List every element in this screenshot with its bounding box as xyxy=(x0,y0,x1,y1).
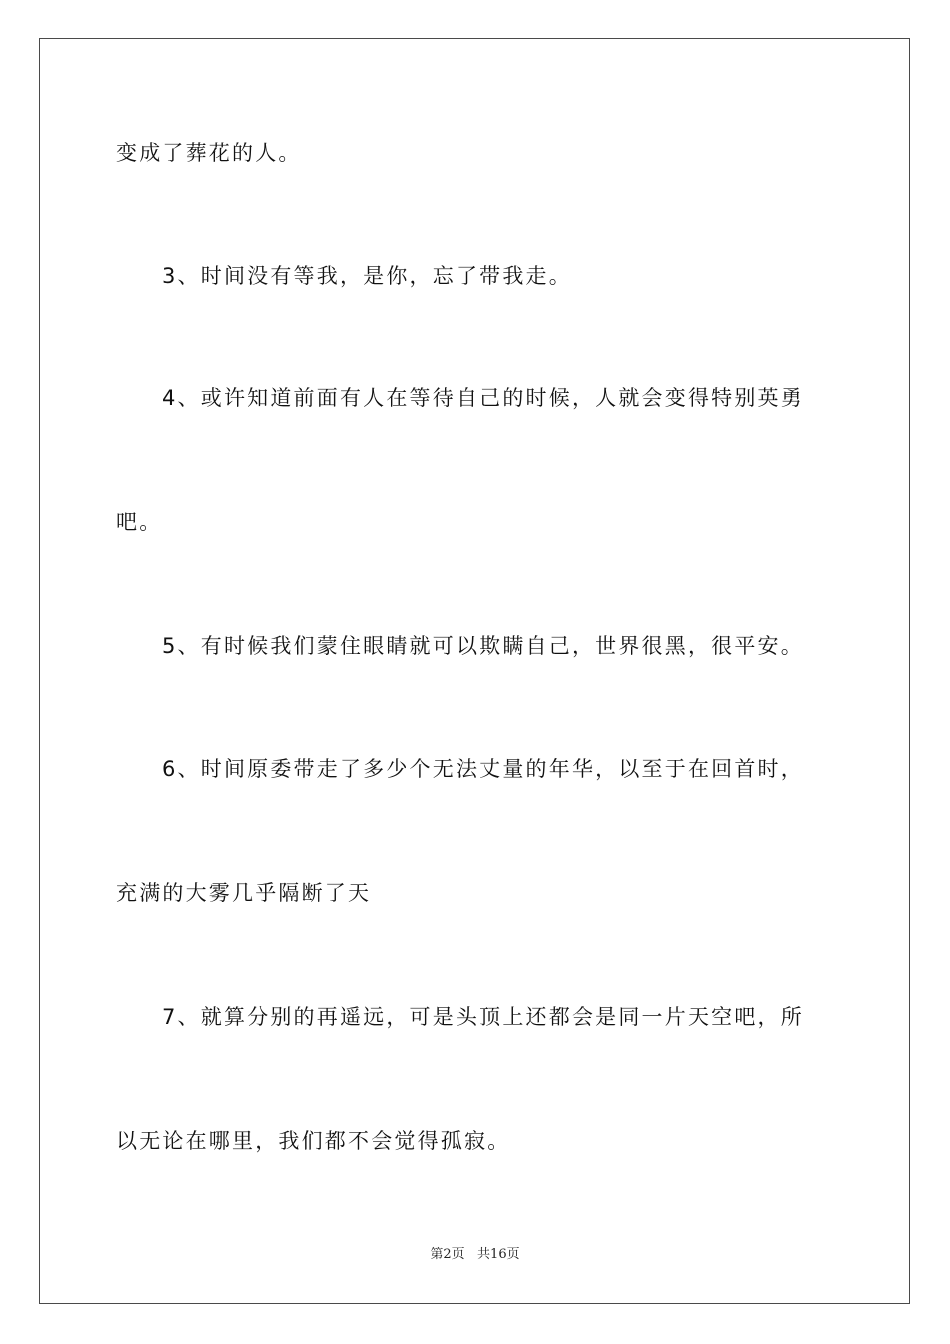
text-line-8: 7、就算分别的再遥远，可是头顶上还都会是同一片天空吧，所 xyxy=(162,1005,804,1029)
text-line-4: 吧。 xyxy=(116,510,163,534)
text-line-7: 充满的大雾几乎隔断了天 xyxy=(116,881,372,905)
page-number-footer: 第2页 共16页 xyxy=(430,1247,520,1262)
text-line-3: 4、或许知道前面有人在等待自己的时候，人就会变得特别英勇 xyxy=(162,386,804,410)
text-line-5: 5、有时候我们蒙住眼睛就可以欺瞒自己，世界很黑，很平安。 xyxy=(162,634,804,658)
text-line-9: 以无论在哪里，我们都不会觉得孤寂。 xyxy=(116,1129,511,1153)
page-border xyxy=(39,38,910,1304)
text-line-6: 6、时间原委带走了多少个无法丈量的年华，以至于在回首时， xyxy=(162,757,804,781)
text-line-2: 3、时间没有等我，是你，忘了带我走。 xyxy=(162,264,572,288)
text-line-1: 变成了葬花的人。 xyxy=(116,141,302,165)
